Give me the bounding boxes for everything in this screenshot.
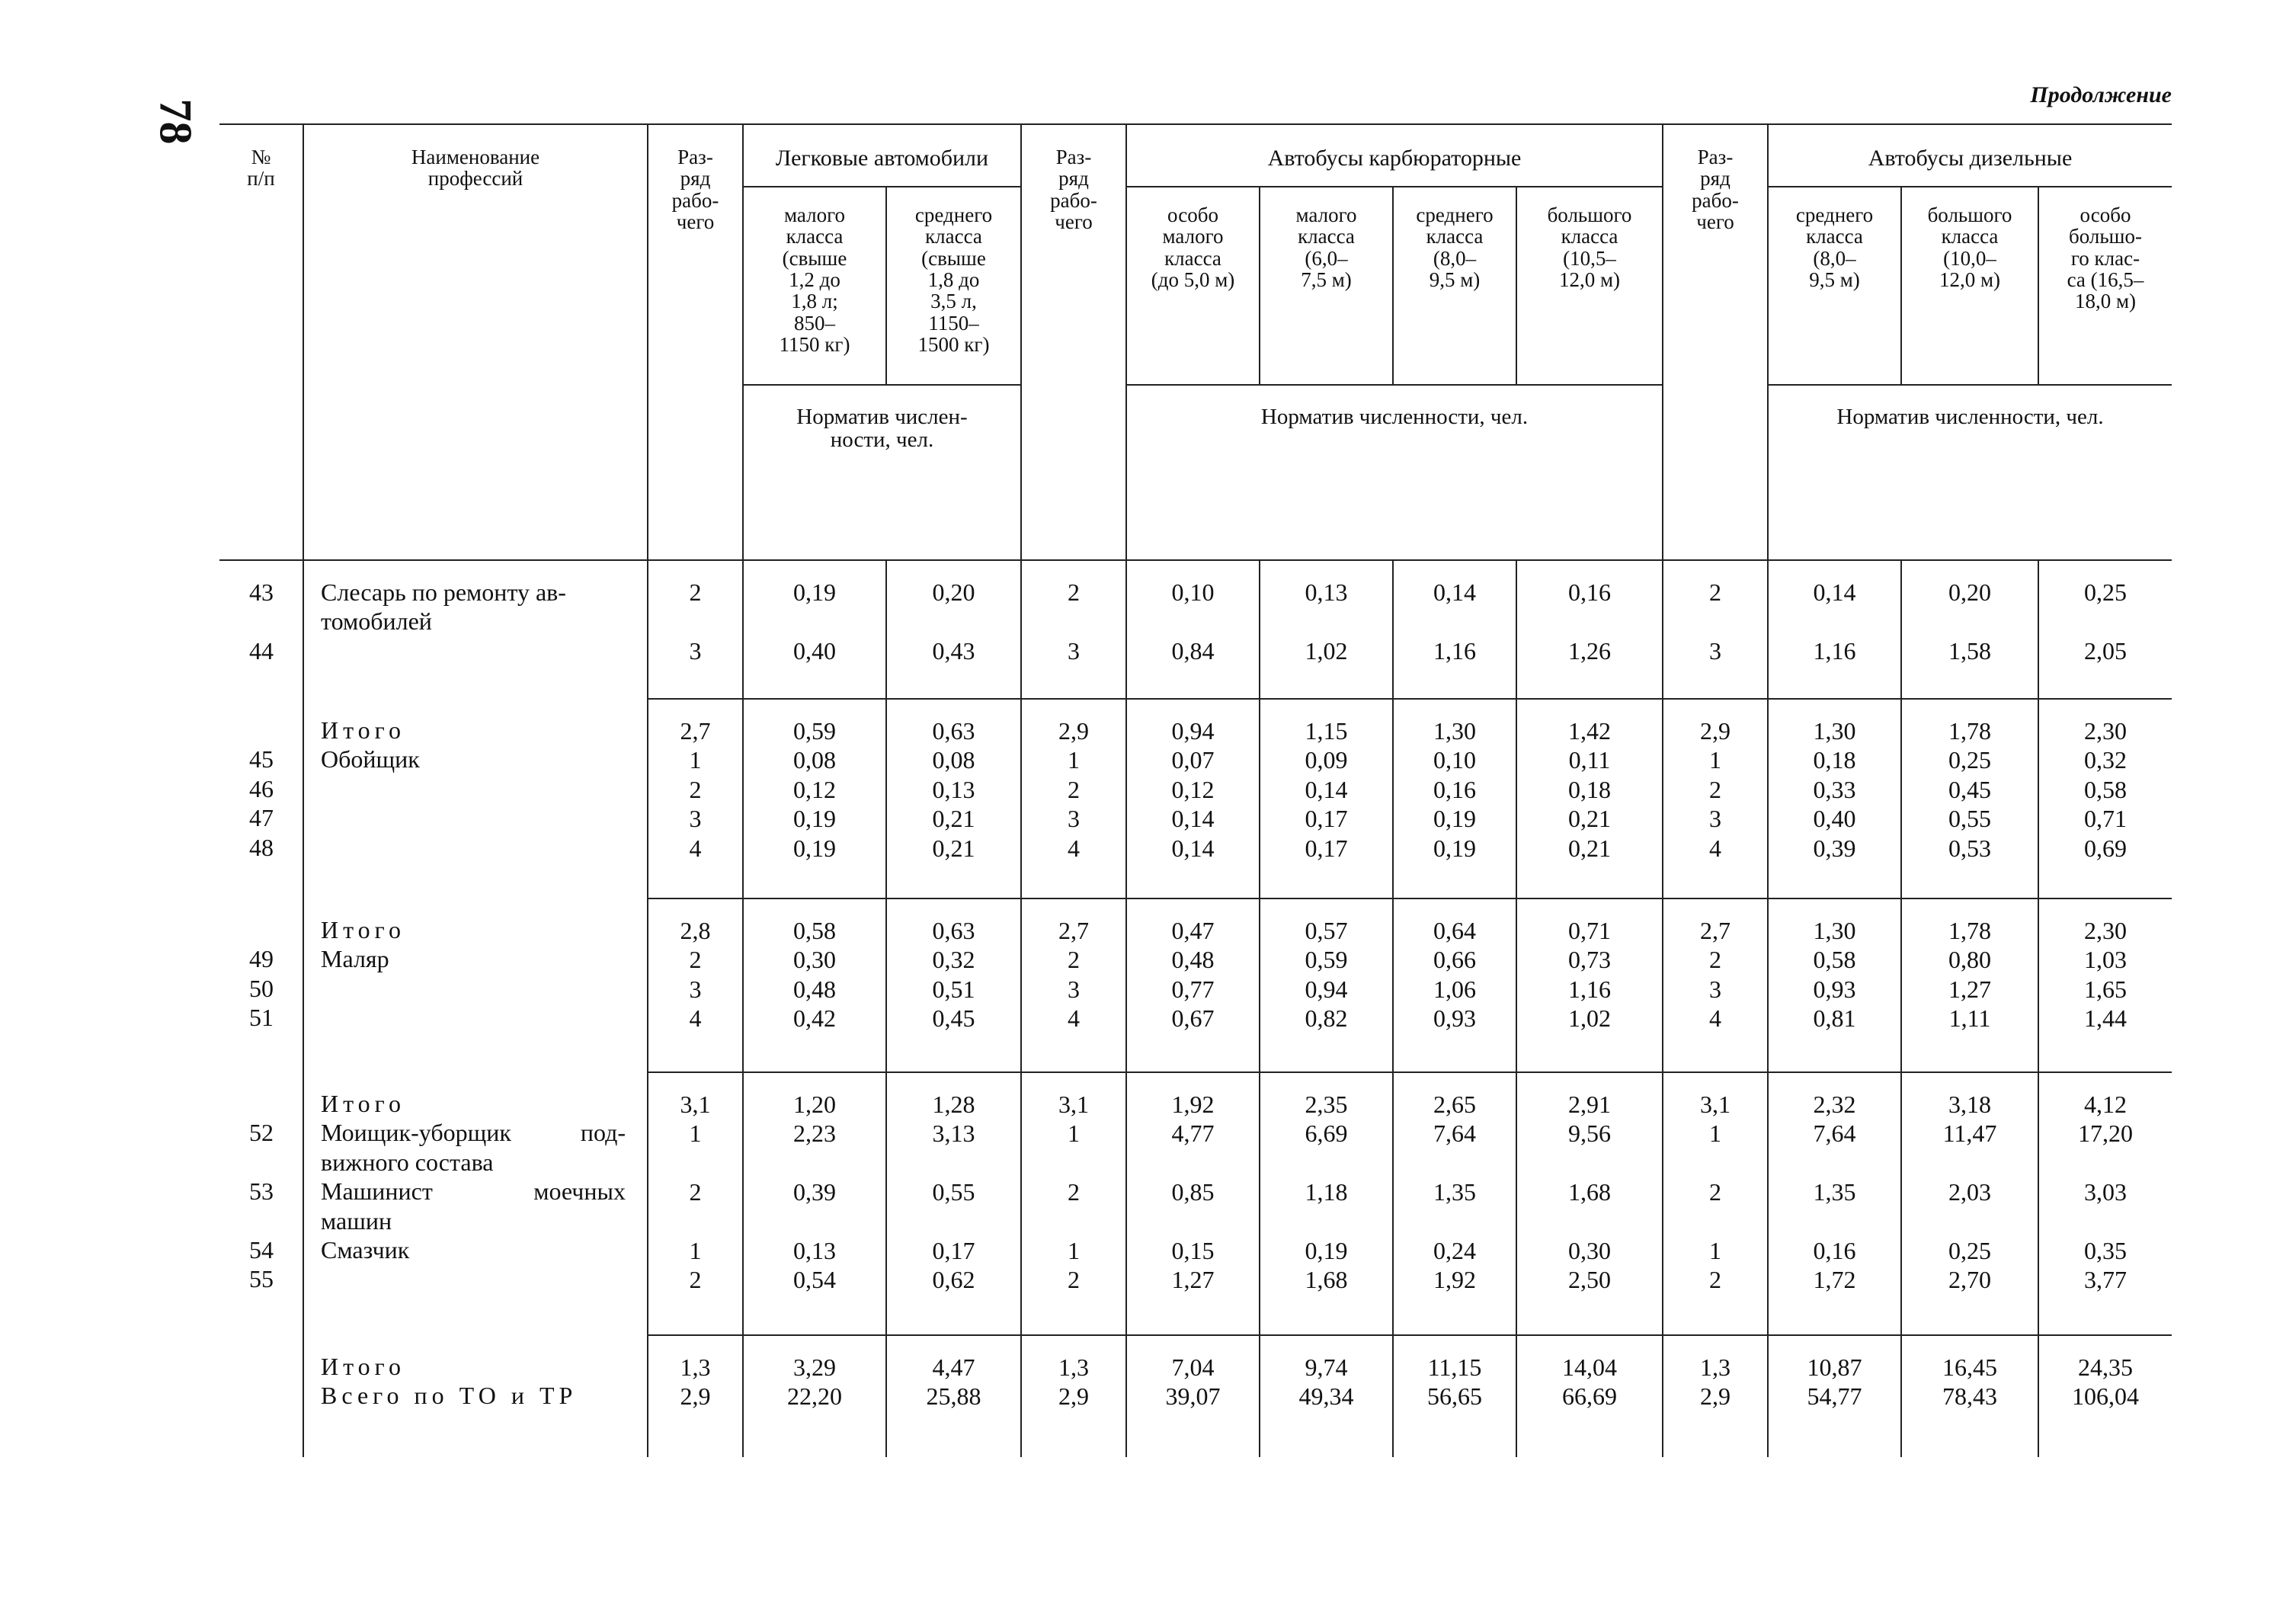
value-cell: 0,19 0,40 bbox=[743, 560, 886, 699]
header-cars-small: малого класса (свыше 1,2 до 1,8 л; 850– 1150 кг) bbox=[743, 187, 886, 385]
grade-cell: 2 3 bbox=[1663, 560, 1768, 699]
grade-cell: 2,8 2 3 4 bbox=[648, 898, 743, 1072]
grade-cell: 1,3 2,9 bbox=[1663, 1335, 1768, 1457]
value-cell: 0,10 0,84 bbox=[1126, 560, 1260, 699]
value-cell: 0,57 0,59 0,94 0,82 bbox=[1260, 898, 1393, 1072]
table-row-group bbox=[219, 1072, 2172, 1335]
grade-cell: 2,9 1 2 3 4 bbox=[1663, 699, 1768, 898]
value-cell: 16,45 78,43 bbox=[1901, 1335, 2038, 1457]
value-cell: 1,30 0,58 0,93 0,81 bbox=[1768, 898, 1901, 1072]
value-cell: 1,15 0,09 0,14 0,17 0,17 bbox=[1260, 699, 1393, 898]
row-num: 43 44 bbox=[219, 560, 303, 699]
profession-name bbox=[303, 1072, 648, 1335]
header-bc-large: большого класса (10,5– 12,0 м) bbox=[1516, 187, 1663, 385]
value-cell: 0,14 1,16 bbox=[1393, 560, 1516, 699]
grade-cell: 2,7 2 3 4 bbox=[1663, 898, 1768, 1072]
header-grade-2: Раз- ряд рабо- чего bbox=[1021, 124, 1126, 560]
row-num: 52 53 54 55 bbox=[249, 1119, 274, 1293]
name-line: вижного состава bbox=[321, 1148, 494, 1176]
name-line: Маляр bbox=[321, 945, 389, 973]
grade-cell: 3,1 1 2 1 2 bbox=[1021, 1072, 1126, 1335]
value-cell: 14,04 66,69 bbox=[1516, 1335, 1663, 1457]
name-line: Машинист моечных bbox=[321, 1177, 626, 1206]
name-line: Итого bbox=[321, 716, 405, 744]
value-cell: 0,94 0,07 0,12 0,14 0,14 bbox=[1126, 699, 1260, 898]
profession-name bbox=[303, 898, 648, 1072]
value-cell: 0,71 0,73 1,16 1,02 bbox=[1516, 898, 1663, 1072]
grade-cell: 3,1 1 2 1 2 bbox=[648, 1072, 743, 1335]
name-line: машин bbox=[321, 1206, 392, 1235]
value-cell: 4,47 25,88 bbox=[886, 1335, 1021, 1457]
name-line: Итого bbox=[321, 1353, 405, 1380]
value-cell: 2,91 9,56 1,68 0,30 2,50 bbox=[1516, 1072, 1663, 1335]
header-buses-diesel: Автобусы дизельные bbox=[1768, 124, 2172, 187]
value-cell: 0,59 0,08 0,12 0,19 0,19 bbox=[743, 699, 886, 898]
grade-cell: 1,3 2,9 bbox=[648, 1335, 743, 1457]
header-bc-extra-small: особо малого класса (до 5,0 м) bbox=[1126, 187, 1260, 385]
value-cell: 0,63 0,08 0,13 0,21 0,21 bbox=[886, 699, 1021, 898]
value-cell: 1,78 0,25 0,45 0,55 0,53 bbox=[1901, 699, 2038, 898]
header-norm-cars: Норматив числен- ности, чел. bbox=[743, 385, 1021, 560]
value-cell: 1,28 3,13 0,55 0,17 0,62 bbox=[886, 1072, 1021, 1335]
value-cell: 0,25 2,05 bbox=[2038, 560, 2172, 699]
continuation-label: Продолжение bbox=[2030, 82, 2172, 107]
header-profession: Наименование профессий bbox=[303, 124, 648, 560]
name-line: Итого bbox=[321, 1090, 405, 1117]
value-cell: 0,63 0,32 0,51 0,45 bbox=[886, 898, 1021, 1072]
grade-cell: 2 3 bbox=[1021, 560, 1126, 699]
table-row-group bbox=[219, 560, 2172, 699]
table-row-group bbox=[219, 699, 2172, 898]
value-cell: 1,92 4,77 0,85 0,15 1,27 bbox=[1126, 1072, 1260, 1335]
value-cell: 7,04 39,07 bbox=[1126, 1335, 1260, 1457]
profession-name bbox=[303, 699, 648, 898]
page-number: 78 bbox=[150, 98, 201, 145]
row-num: 49 50 51 bbox=[249, 945, 274, 1032]
value-cell: 2,65 7,64 1,35 0,24 1,92 bbox=[1393, 1072, 1516, 1335]
name-line: Моищик-уборщик под- bbox=[321, 1119, 626, 1147]
profession-name bbox=[303, 1335, 648, 1457]
header-grade-3: Раз- ряд рабо- чего bbox=[1663, 124, 1768, 560]
value-cell: 1,30 0,10 0,16 0,19 0,19 bbox=[1393, 699, 1516, 898]
value-cell: 2,35 6,69 1,18 0,19 1,68 bbox=[1260, 1072, 1393, 1335]
name-line: Смазчик bbox=[321, 1235, 410, 1264]
row-num: 45 46 47 48 bbox=[249, 745, 274, 861]
grade-cell: 1,3 2,9 bbox=[1021, 1335, 1126, 1457]
value-cell: 0,14 1,16 bbox=[1768, 560, 1901, 699]
header-bd-medium: среднего класса (8,0– 9,5 м) bbox=[1768, 187, 1901, 385]
header-bc-medium: среднего класса (8,0– 9,5 м) bbox=[1393, 187, 1516, 385]
name-line: Обойщик bbox=[321, 745, 420, 774]
profession-name: Слесарь по ремонту ав- томобилей bbox=[303, 560, 648, 699]
header-cars-medium: среднего класса (свыше 1,8 до 3,5 л, 1150– 1500 кг) bbox=[886, 187, 1021, 385]
value-cell: 0,20 0,43 bbox=[886, 560, 1021, 699]
header-norm-diesel: Норматив численности, чел. bbox=[1768, 385, 2172, 560]
grade-cell: 2 3 bbox=[648, 560, 743, 699]
value-cell: 0,47 0,48 0,77 0,67 bbox=[1126, 898, 1260, 1072]
header-bd-large: большого класса (10,0– 12,0 м) bbox=[1901, 187, 2038, 385]
grade-cell: 3,1 1 2 1 2 bbox=[1663, 1072, 1768, 1335]
value-cell: 1,20 2,23 0,39 0,13 0,54 bbox=[743, 1072, 886, 1335]
grade-cell: 2,7 1 2 3 4 bbox=[648, 699, 743, 898]
grade-cell: 2,7 2 3 4 bbox=[1021, 898, 1126, 1072]
value-cell: 0,64 0,66 1,06 0,93 bbox=[1393, 898, 1516, 1072]
grade-cell: 2,9 1 2 3 4 bbox=[1021, 699, 1126, 898]
row-num bbox=[219, 1335, 303, 1457]
value-cell: 3,18 11,47 2,03 0,25 2,70 bbox=[1901, 1072, 2038, 1335]
name-line: Всего по ТО и ТР bbox=[321, 1382, 578, 1410]
value-cell: 10,87 54,77 bbox=[1768, 1335, 1901, 1457]
value-cell: 24,35 106,04 bbox=[2038, 1335, 2172, 1457]
value-cell: 0,13 1,02 bbox=[1260, 560, 1393, 699]
value-cell: 3,29 22,20 bbox=[743, 1335, 886, 1457]
value-cell: 0,58 0,30 0,48 0,42 bbox=[743, 898, 886, 1072]
value-cell: 11,15 56,65 bbox=[1393, 1335, 1516, 1457]
value-cell: 0,20 1,58 bbox=[1901, 560, 2038, 699]
header-bc-small: малого класса (6,0– 7,5 м) bbox=[1260, 187, 1393, 385]
header-grade-1: Раз- ряд рабо- чего bbox=[648, 124, 743, 560]
value-cell: 1,78 0,80 1,27 1,11 bbox=[1901, 898, 2038, 1072]
header-cars: Легковые автомобили bbox=[743, 124, 1021, 187]
header-num: № п/п bbox=[219, 124, 303, 560]
value-cell: 4,12 17,20 3,03 0,35 3,77 bbox=[2038, 1072, 2172, 1335]
staffing-norms-table bbox=[219, 123, 2172, 1457]
table-row-group bbox=[219, 1335, 2172, 1457]
value-cell: 2,32 7,64 1,35 0,16 1,72 bbox=[1768, 1072, 1901, 1335]
header-norm-carb: Норматив численности, чел. bbox=[1126, 385, 1663, 560]
value-cell: 2,30 1,03 1,65 1,44 bbox=[2038, 898, 2172, 1072]
header-buses-carb: Автобусы карбюраторные bbox=[1126, 124, 1663, 187]
value-cell: 9,74 49,34 bbox=[1260, 1335, 1393, 1457]
value-cell: 1,42 0,11 0,18 0,21 0,21 bbox=[1516, 699, 1663, 898]
value-cell: 0,16 1,26 bbox=[1516, 560, 1663, 699]
value-cell: 1,30 0,18 0,33 0,40 0,39 bbox=[1768, 699, 1901, 898]
name-line: Итого bbox=[321, 916, 405, 943]
table-row-group bbox=[219, 898, 2172, 1072]
header-bd-extra-large: особо большо- го клас- са (16,5– 18,0 м) bbox=[2038, 187, 2172, 385]
value-cell: 2,30 0,32 0,58 0,71 0,69 bbox=[2038, 699, 2172, 898]
